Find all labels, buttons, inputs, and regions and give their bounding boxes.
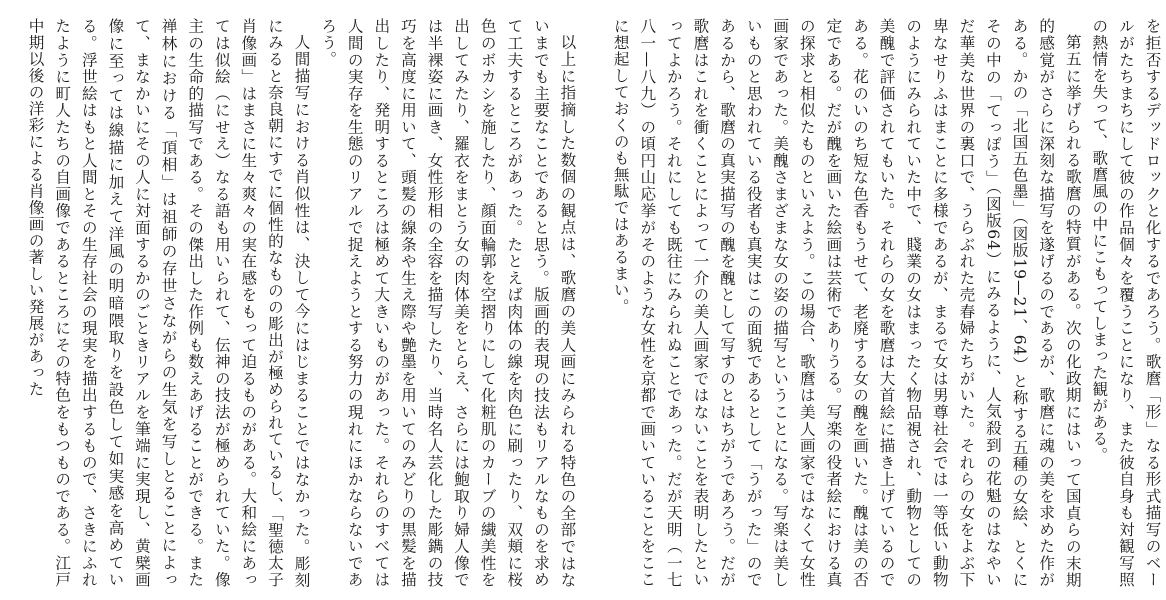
paragraph-continuation: を拒否するデッドロックと化するであろう。歌麿「形」なる形式描写のベールがたちまちにして彼の作品個々を覆うことになり、また彼自身も対観写照の熱情を失って、歌麿風の中にこもってしまった観がある。 <box>1090 18 1162 588</box>
paragraph-break <box>580 18 607 588</box>
paragraph-portrait-likeness: 人間描写における肖似性は、決して今にはじまることではなかった。彫刻にみると奈良朝にすでに個性的なものの彫出が極められているし、「聖徳太子肖像画」はまさに生々爽々の実在感をもって迫るものがある。大和絵にあっては似絵（にせえ）なる語も用いられて、伝神の技法が極められていた。像主の生命的描写である。その傑出した作例も数えあげることができる。また禅林における「頂相」は祖師の存世さながらの生気を写しとることによって、まなかいにその人に対面するかのごときリアルを筆端に実現し、黄檗画像に至っては線描に加えて洋風の明暗隈取りを設色して如実感を高めている。浮世絵はもと人間とその生存社会の現実を描出するもので、さきにふれたように町人たちの自画像であるところにその特色をもつものである。江戸中期以後の洋彩による肖像画の著しい発展があった <box>26 18 311 588</box>
paragraph-summary-observations: 以上に指摘した数個の観点は、歌麿の美人画にみられる特色の全部ではないまでも主要なことであると思う。版画的表現の技法もリアルなものを求めて工夫するところがあった。たとえば肉体の線を肉色に刷ったり、双頬に桜色のボカシを施したり、顔面輪郭を空摺りにして化粧肌のカーブの繊美性を出してみたり、羅衣をまとう女の肉体美をとらえ、さらには鮑取り婦人像では半裸姿に画き、女性形相の全容を描写したり、当時名人芸化した彫鐫の技巧を高度に用いて、頭髪の線条や生え際や艶墨を用いてのみどりの黒髪を描出したり、発明するところは極めて大きいものがあった。それらのすべては人間の実存を生態のリアルで捉えようとする努力の現れにほかならないであろう。 <box>319 18 577 588</box>
vertical-text-body <box>22 18 1166 588</box>
paragraph-utamaro-fifth-trait: 第五に挙げられる歌麿の特質がある。次の化政期にはいって国貞らの末期的感覚がさらに深刻な描写を遂げるのであるが、歌麿に魂の美を求めた作がある。かの「北国五色墨」（図版19—21、64）と称する五種の女絵、とくにその中の「てっぽう」（図版64）にみるように、人気殺到の花魁のはなやいだ華美な世界の裏口で、うらぶれた売春婦たちがいた。それらの女をよぶ下卑なせりふはまことに多様であるが、まるで女は男尊社会では一等低い動物のようにみられていた中で、賤業の女はまったく物品視され、動物としての美醜で評価されてもいた。それらの女を歌麿は大首絵に描き上げているのである。花のいのち短な色香もうせて、老廃する女の醜を画いた。醜は美の否定である。だが醜を画いた絵画は芸術でありうる。写楽の役者絵における真の探求と相似たものといえよう。この場合、歌麿は美人画家ではなくて女性画家であった。美醜さまざまな女の姿の描写ということになる。写楽は美しいものと思われている役者も真実はこの面貌であるとして「うがった」のであるから、歌麿の真実描写の醜を醜として写すのとはちがうであろう。だが歌麿はこれを衝くことによって一介の美人画家ではないことを表明したといってよかろう。それにしても既往にみられぬことであった。だが天明（一七八一—八九）の頃円山応挙がそのような女性を京都で画いていることをここに想起しておくのも無駄ではあるまい。 <box>611 18 1082 588</box>
